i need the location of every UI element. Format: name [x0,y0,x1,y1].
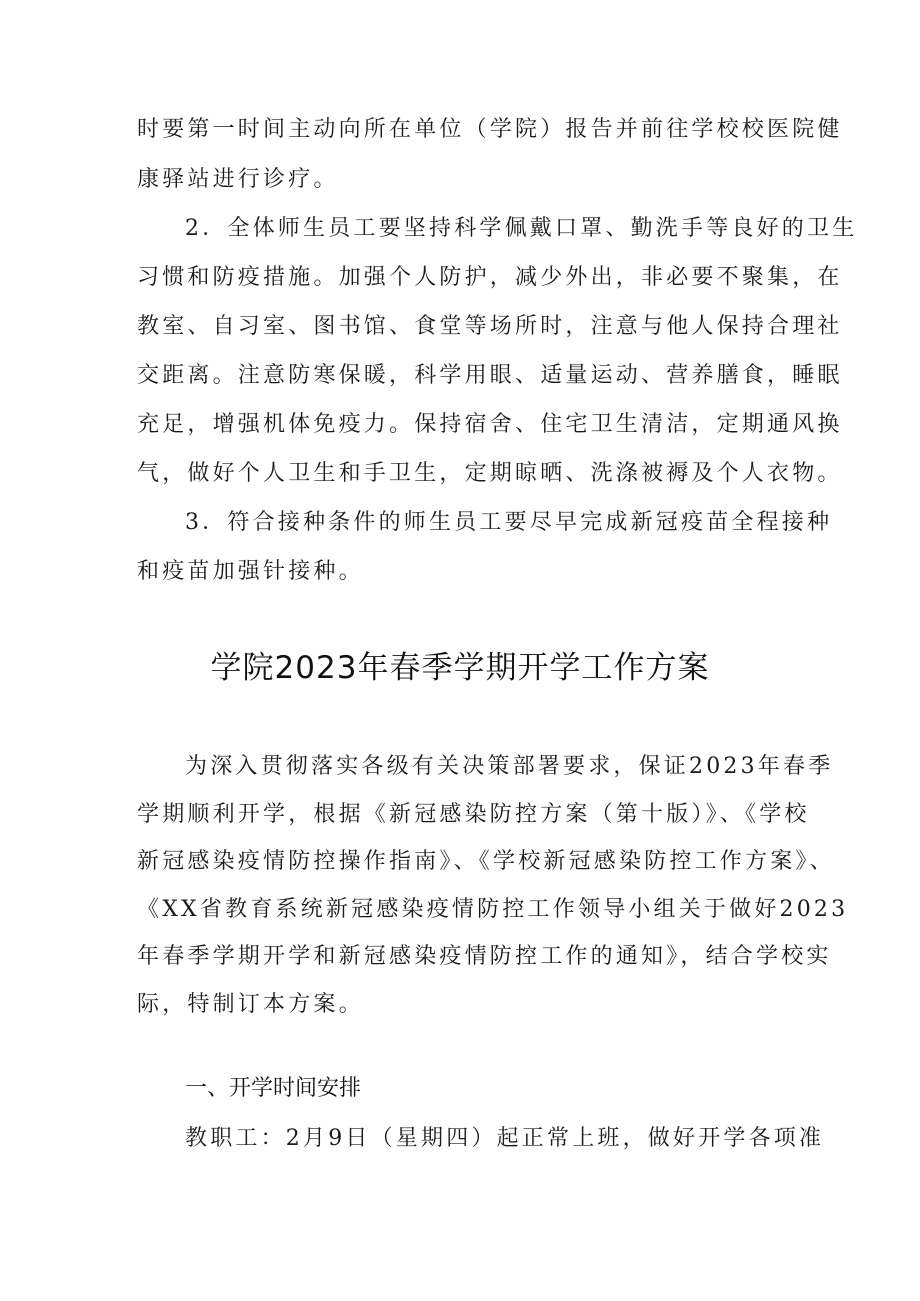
paragraph-line: 交距离。注意防寒保暖，科学用眼、适量运动、营养膳食，睡眠 [137,363,843,388]
intro-line: 年春季学期开学和新冠感染疫情防控工作的通知》，结合学校实 [137,944,832,969]
intro-line: 为深入贯彻落实各级有关决策部署要求，保证2023年春季 [185,754,834,779]
paragraph-line: 习惯和防疫措施。加强个人防护，减少外出，非必要不聚集，在 [137,265,843,290]
intro-line: 学期顺利开学，根据《新冠感染防控方案（第十版）》、《学校 [137,802,810,827]
paragraph-line: 时要第一时间主动向所在单位（学院）报告并前往学校校医院健 [137,117,843,142]
paragraph-line: 充足，增强机体免疫力。保持宿舍、住宅卫生清洁，定期通风换 [137,412,843,437]
paragraph-line: 康驿站进行诊疗。 [137,167,339,192]
section-body-line: 教职工：2月9日（星期四）起正常上班，做好开学各项准 [185,1126,825,1151]
section-heading: 一、开学时间安排 [185,1076,362,1101]
paragraph-line: 和疫苗加强针接种。 [137,559,364,584]
intro-line: 新冠感染疫情防控操作指南》、《学校新冠感染防控工作方案》、 [137,849,835,874]
intro-line: 际，特制订本方案。 [137,992,364,1017]
paragraph-line: 教室、自习室、图书馆、食堂等场所时，注意与他人保持合理社 [137,314,843,339]
paragraph-line: 气，做好个人卫生和手卫生，定期晾晒、洗涤被褥及个人衣物。 [137,461,843,486]
paragraph-line: 2．全体师生员工要坚持科学佩戴口罩、勤洗手等良好的卫生 [185,216,858,241]
document-title: 学院2023年春季学期开学工作方案 [210,650,710,686]
paragraph-line: 3．符合接种条件的师生员工要尽早完成新冠疫苗全程接种 [185,510,833,535]
intro-line: 《XX省教育系统新冠感染疫情防控工作领导小组关于做好2023 [137,897,849,922]
